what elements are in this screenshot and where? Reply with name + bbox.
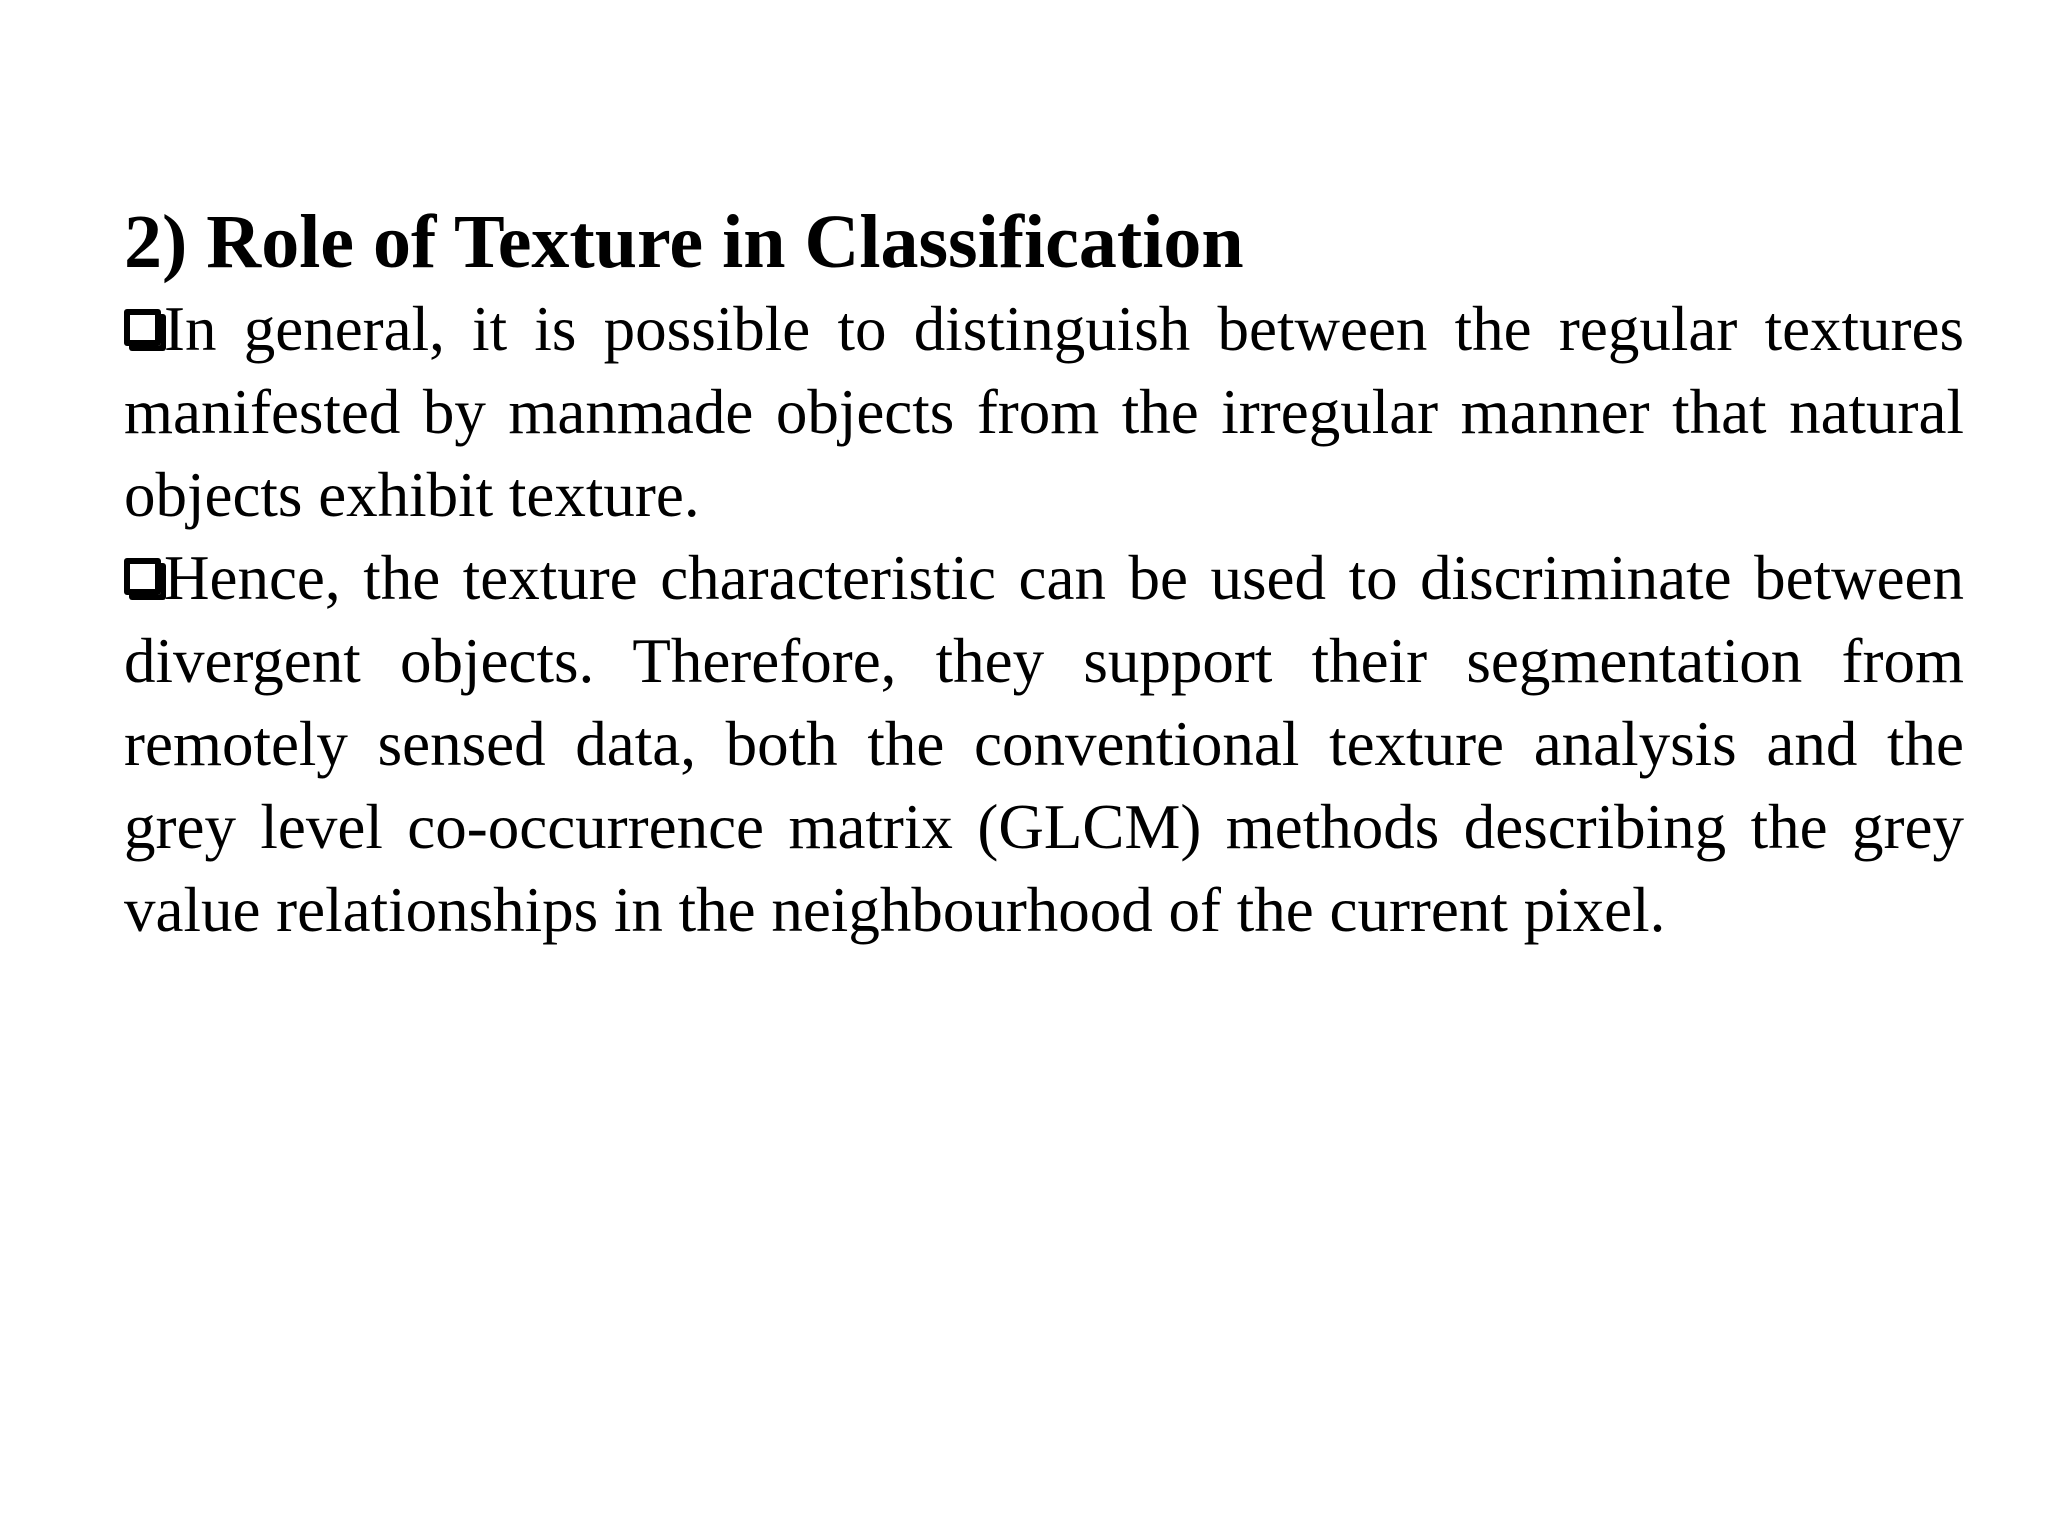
bullet-text-1: In general, it is possible to distinguish between the regular textures manifested by manmade objects from the irregular manner that natural objects exhibit texture. [124,294,1964,530]
bullet-text-2: Hence, the texture characteristic can be used to discriminate between divergent objects. Therefore, they support their segmentation from remotely sensed data, both the conventional texture analysis and the grey level co-occurrence matrix (GLCM) methods describing the grey value relationships in the neighbourhood of the current pixel. [124,543,1964,945]
bullet-paragraph-1 [124,288,1964,537]
bullet-paragraph-2 [124,537,1964,952]
slide-content [124,196,1964,952]
square-bullet-icon [124,309,161,346]
square-bullet-icon [124,558,161,595]
slide-title: 2) Role of Texture in Classification [124,200,1244,284]
